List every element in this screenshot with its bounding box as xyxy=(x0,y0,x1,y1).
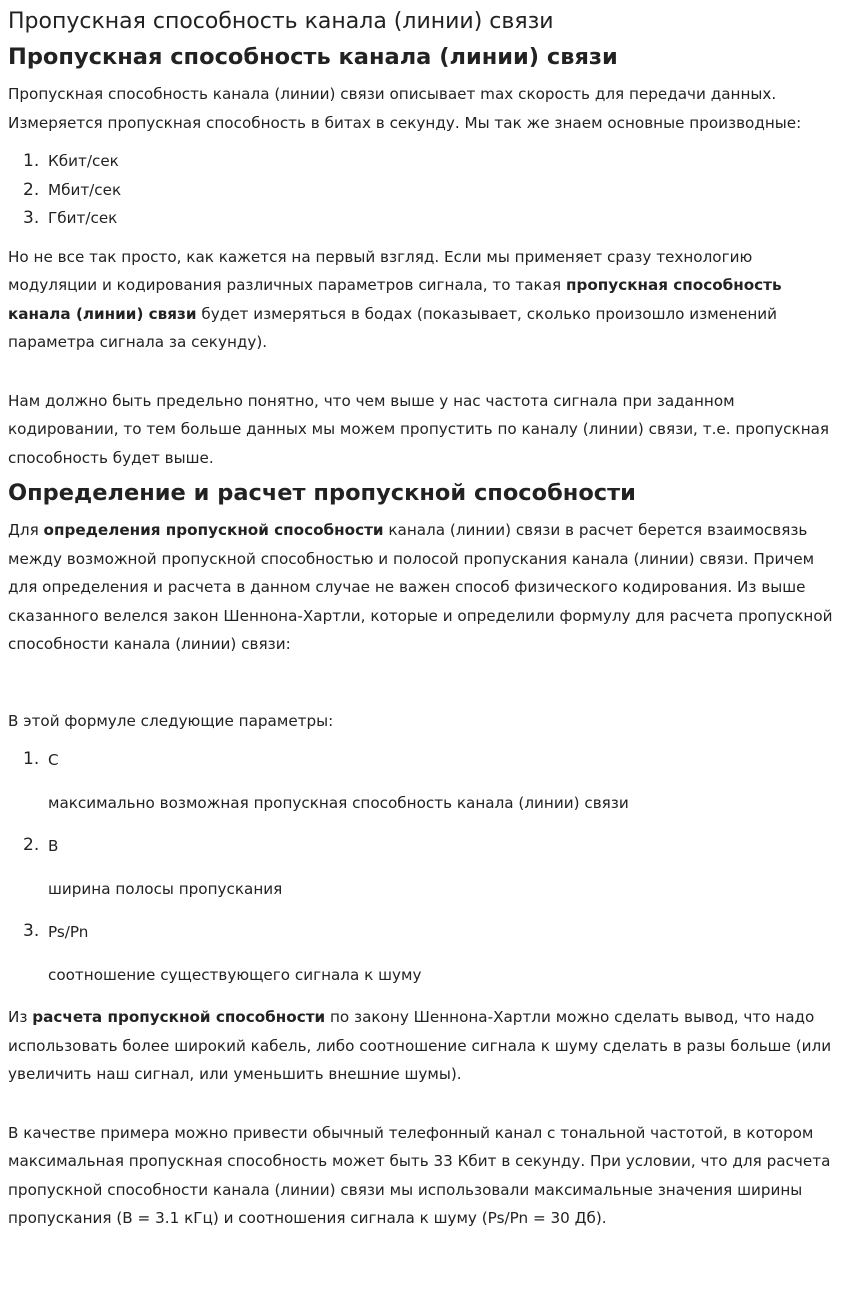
param-description: максимально возможная пропускная способность канала (линии) связи xyxy=(48,794,629,812)
list-number: 3. xyxy=(23,921,40,941)
params-list xyxy=(8,745,839,989)
list-item xyxy=(8,147,839,176)
baud-paragraph xyxy=(8,243,839,357)
param-name: B xyxy=(48,837,59,855)
units-list xyxy=(8,147,839,233)
bold-term: пропускная способность канала (линии) связи xyxy=(8,276,782,323)
page-title: Пропускная способность канала (линии) связи xyxy=(8,9,554,34)
example-paragraph: В качестве примера можно привести обычный телефонный канал с тональной частотой, в котором максимальная пропускная способность может быть 33 Кбит в секунду. При условии, что для расчета пропускной способности канала (линии) связи мы использовали максимальные значения ширины пропускания (B = 3.1 кГц) и соотношения сигнала к шуму (Ps/Pn = 30 Дб). xyxy=(8,1123,831,1227)
intro-paragraph: Пропускная способность канала (линии) связи описывает max скорость для передачи данных. Измеряется пропускная способность в битах в секунду. Мы так же знаем основные производные: xyxy=(8,85,802,132)
text-span: Для xyxy=(8,521,44,539)
text-span: Из xyxy=(8,1008,33,1026)
text-span: Но не все так просто, как кажется на первый взгляд. Если мы применяет сразу технологию модуляции и кодирования различных параметров сигнала, то такая xyxy=(8,247,753,294)
list-number: 3. xyxy=(23,208,40,228)
param-description: ширина полосы пропускания xyxy=(48,880,283,898)
param-name: C xyxy=(48,751,59,769)
list-number: 1. xyxy=(23,749,40,769)
list-item xyxy=(8,176,839,205)
definition-paragraph xyxy=(8,516,839,659)
params-intro: В этой формуле следующие параметры: xyxy=(8,711,334,730)
param-name: Ps/Pn xyxy=(48,923,89,941)
list-item-label: Кбит/сек xyxy=(48,152,119,170)
list-item xyxy=(8,745,839,817)
list-item xyxy=(8,917,839,989)
list-item xyxy=(8,831,839,903)
text-span: канала (линии) связи в расчет берется взаимосвязь между возможной пропускной способностью и полосой пропускания канала (линии) связи. Причем для определения и расчета в данном случае не важен способ физического кодирования. Из выше сказанного велелся закон Шеннона-Хартли, которые и определили формулу для расчета пропускной способности канала (линии) связи: xyxy=(8,521,833,653)
section-heading-calculation: Определение и расчет пропускной способности xyxy=(8,480,636,506)
param-description: соотношение существующего сигнала к шуму xyxy=(48,966,422,984)
list-number: 2. xyxy=(23,179,40,200)
list-number: 1. xyxy=(23,151,40,171)
list-item-label: Гбит/сек xyxy=(48,209,118,227)
text-span: будет измеряться в бодах (показывает, сколько произошло изменений параметра сигнала за секунду). xyxy=(8,304,777,351)
conclusion-paragraph xyxy=(8,1003,839,1089)
frequency-paragraph: Нам должно быть предельно понятно, что чем выше у нас частота сигнала при заданном кодировании, то тем больше данных мы можем пропустить по каналу (линии) связи, т.е. пропускная способность будет выше. xyxy=(8,391,830,467)
list-item-label: Мбит/сек xyxy=(48,180,122,199)
bold-term: определения пропускной способности xyxy=(43,521,384,539)
bold-term: расчета пропускной способности xyxy=(32,1008,326,1026)
section-heading-throughput: Пропускная способность канала (линии) связи xyxy=(8,44,618,70)
list-number: 2. xyxy=(23,835,40,855)
list-item xyxy=(8,204,839,233)
text-span: по закону Шеннона-Хартли можно сделать вывод, что надо использовать более широкий кабель, либо соотношение сигнала к шуму сделать в разы больше (или увеличить наш сигнал, или уменьшить внешние шумы). xyxy=(8,1008,832,1083)
